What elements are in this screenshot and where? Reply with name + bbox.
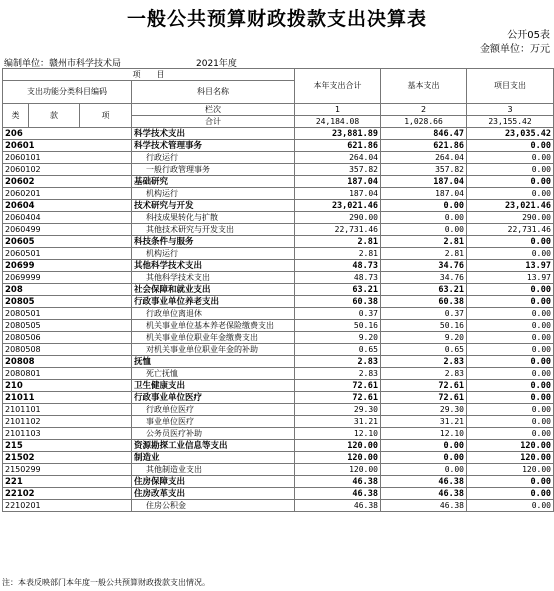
table-row bbox=[3, 320, 554, 332]
row-basic: 187.04 bbox=[381, 188, 467, 200]
row-name: 制造业 bbox=[132, 452, 295, 464]
row-code: 221 bbox=[3, 476, 132, 488]
row-code: 20808 bbox=[3, 356, 132, 368]
row-basic: 2.83 bbox=[381, 368, 467, 380]
org-label: 编制单位：赣州市科学技术局 bbox=[4, 59, 122, 69]
row-project: 0.00 bbox=[467, 248, 554, 260]
table-row bbox=[3, 404, 554, 416]
row-name: 死亡抚恤 bbox=[132, 368, 295, 380]
row-code: 20699 bbox=[3, 260, 132, 272]
row-total: 22,731.46 bbox=[295, 224, 381, 236]
xiang-header: 项 bbox=[80, 104, 132, 128]
table-row bbox=[3, 260, 554, 272]
table-row bbox=[3, 140, 554, 152]
row-project: 0.00 bbox=[467, 356, 554, 368]
row-total: 29.30 bbox=[295, 404, 381, 416]
table-row bbox=[3, 452, 554, 464]
heji-project: 23,155.42 bbox=[467, 116, 554, 128]
row-project: 0.00 bbox=[467, 176, 554, 188]
row-name: 对机关事业单位职业年金的补助 bbox=[132, 344, 295, 356]
row-project: 0.00 bbox=[467, 404, 554, 416]
table-row bbox=[3, 224, 554, 236]
row-name: 行政单位离退休 bbox=[132, 308, 295, 320]
row-total: 120.00 bbox=[295, 440, 381, 452]
form-number: 公开05表 bbox=[507, 30, 550, 41]
row-total: 120.00 bbox=[295, 452, 381, 464]
row-code: 2080506 bbox=[3, 332, 132, 344]
row-project: 0.00 bbox=[467, 428, 554, 440]
heji-basic: 1,028.66 bbox=[381, 116, 467, 128]
row-basic: 264.04 bbox=[381, 152, 467, 164]
row-code: 2060102 bbox=[3, 164, 132, 176]
row-basic: 846.47 bbox=[381, 128, 467, 140]
row-total: 621.86 bbox=[295, 140, 381, 152]
row-name: 行政事业单位医疗 bbox=[132, 392, 295, 404]
table-row bbox=[3, 356, 554, 368]
row-code: 215 bbox=[3, 440, 132, 452]
row-basic: 34.76 bbox=[381, 260, 467, 272]
row-name: 事业单位医疗 bbox=[132, 416, 295, 428]
row-total: 63.21 bbox=[295, 284, 381, 296]
table-row bbox=[3, 308, 554, 320]
table-row bbox=[3, 296, 554, 308]
row-basic: 72.61 bbox=[381, 380, 467, 392]
row-total: 357.82 bbox=[295, 164, 381, 176]
row-total: 9.20 bbox=[295, 332, 381, 344]
table-row bbox=[3, 236, 554, 248]
row-project: 0.00 bbox=[467, 344, 554, 356]
row-name: 一般行政管理事务 bbox=[132, 164, 295, 176]
table-row bbox=[3, 344, 554, 356]
row-total: 46.38 bbox=[295, 488, 381, 500]
row-basic: 621.86 bbox=[381, 140, 467, 152]
row-total: 2.81 bbox=[295, 248, 381, 260]
row-project: 13.97 bbox=[467, 260, 554, 272]
row-name: 机关事业单位基本养老保险缴费支出 bbox=[132, 320, 295, 332]
row-name: 科学技术管理事务 bbox=[132, 140, 295, 152]
row-name: 科技成果转化与扩散 bbox=[132, 212, 295, 224]
row-project: 0.00 bbox=[467, 416, 554, 428]
row-code: 2101103 bbox=[3, 428, 132, 440]
table-row bbox=[3, 488, 554, 500]
row-project: 120.00 bbox=[467, 440, 554, 452]
row-total: 120.00 bbox=[295, 464, 381, 476]
row-code: 2080508 bbox=[3, 344, 132, 356]
col-number-3: 3 bbox=[467, 104, 554, 116]
table-row bbox=[3, 248, 554, 260]
row-total: 187.04 bbox=[295, 176, 381, 188]
row-basic: 187.04 bbox=[381, 176, 467, 188]
table-row bbox=[3, 176, 554, 188]
row-name: 机构运行 bbox=[132, 188, 295, 200]
table-row bbox=[3, 476, 554, 488]
table-row bbox=[3, 464, 554, 476]
row-basic: 29.30 bbox=[381, 404, 467, 416]
row-code: 2080505 bbox=[3, 320, 132, 332]
unit-label: 金额单位：万元 bbox=[480, 44, 550, 55]
table-row bbox=[3, 440, 554, 452]
row-total: 12.10 bbox=[295, 428, 381, 440]
row-project: 0.00 bbox=[467, 392, 554, 404]
row-code: 2150299 bbox=[3, 464, 132, 476]
lei-header: 类 bbox=[3, 104, 29, 128]
row-basic: 34.76 bbox=[381, 272, 467, 284]
row-total: 60.38 bbox=[295, 296, 381, 308]
row-basic: 0.00 bbox=[381, 224, 467, 236]
kuan-header: 款 bbox=[29, 104, 80, 128]
row-basic: 0.00 bbox=[381, 452, 467, 464]
row-name: 基础研究 bbox=[132, 176, 295, 188]
row-basic: 50.16 bbox=[381, 320, 467, 332]
row-code: 2060501 bbox=[3, 248, 132, 260]
project-col-header: 项目支出 bbox=[467, 69, 554, 104]
row-project: 22,731.46 bbox=[467, 224, 554, 236]
row-name: 住房公积金 bbox=[132, 500, 295, 512]
row-name: 住房改革支出 bbox=[132, 488, 295, 500]
footnote: 注：本表反映部门本年度一般公共预算财政拨款支出情况。 bbox=[2, 578, 210, 587]
row-code: 206 bbox=[3, 128, 132, 140]
row-code: 20601 bbox=[3, 140, 132, 152]
row-basic: 63.21 bbox=[381, 284, 467, 296]
table-row bbox=[3, 368, 554, 380]
row-project: 0.00 bbox=[467, 332, 554, 344]
row-name: 科学技术支出 bbox=[132, 128, 295, 140]
row-project: 0.00 bbox=[467, 152, 554, 164]
row-total: 2.83 bbox=[295, 368, 381, 380]
row-total: 290.00 bbox=[295, 212, 381, 224]
table-row bbox=[3, 416, 554, 428]
row-total: 48.73 bbox=[295, 272, 381, 284]
row-code: 20602 bbox=[3, 176, 132, 188]
row-total: 187.04 bbox=[295, 188, 381, 200]
total-col-header: 本年支出合计 bbox=[295, 69, 381, 104]
name-col-header: 科目名称 bbox=[132, 81, 295, 104]
table-row bbox=[3, 332, 554, 344]
row-name: 其他科学技术支出 bbox=[132, 260, 295, 272]
heji-total: 24,184.08 bbox=[295, 116, 381, 128]
row-basic: 9.20 bbox=[381, 332, 467, 344]
table-row bbox=[3, 428, 554, 440]
row-basic: 2.81 bbox=[381, 248, 467, 260]
row-basic: 0.00 bbox=[381, 212, 467, 224]
row-code: 2101101 bbox=[3, 404, 132, 416]
row-total: 2.83 bbox=[295, 356, 381, 368]
table-row bbox=[3, 500, 554, 512]
row-project: 290.00 bbox=[467, 212, 554, 224]
row-project: 0.00 bbox=[467, 164, 554, 176]
row-code: 20805 bbox=[3, 296, 132, 308]
row-name: 其他科学技术支出 bbox=[132, 272, 295, 284]
row-basic: 60.38 bbox=[381, 296, 467, 308]
row-basic: 72.61 bbox=[381, 392, 467, 404]
row-name: 行政运行 bbox=[132, 152, 295, 164]
row-project: 0.00 bbox=[467, 284, 554, 296]
row-project: 0.00 bbox=[467, 500, 554, 512]
row-total: 72.61 bbox=[295, 392, 381, 404]
row-code: 2101102 bbox=[3, 416, 132, 428]
col-number-2: 2 bbox=[381, 104, 467, 116]
row-code: 2080501 bbox=[3, 308, 132, 320]
row-project: 0.00 bbox=[467, 296, 554, 308]
row-total: 0.37 bbox=[295, 308, 381, 320]
row-project: 0.00 bbox=[467, 236, 554, 248]
row-name: 卫生健康支出 bbox=[132, 380, 295, 392]
item-header: 项 目 bbox=[3, 69, 295, 81]
row-basic: 0.00 bbox=[381, 440, 467, 452]
basic-col-header: 基本支出 bbox=[381, 69, 467, 104]
lanci-label: 栏次 bbox=[132, 104, 295, 116]
row-basic: 2.83 bbox=[381, 356, 467, 368]
row-basic: 357.82 bbox=[381, 164, 467, 176]
row-name: 社会保障和就业支出 bbox=[132, 284, 295, 296]
row-code: 21502 bbox=[3, 452, 132, 464]
row-basic: 2.81 bbox=[381, 236, 467, 248]
row-project: 0.00 bbox=[467, 188, 554, 200]
table-row bbox=[3, 380, 554, 392]
table-row bbox=[3, 188, 554, 200]
row-basic: 31.21 bbox=[381, 416, 467, 428]
row-project: 0.00 bbox=[467, 308, 554, 320]
row-name: 机构运行 bbox=[132, 248, 295, 260]
table-row bbox=[3, 164, 554, 176]
row-name: 机关事业单位职业年金缴费支出 bbox=[132, 332, 295, 344]
row-name: 技术研究与开发 bbox=[132, 200, 295, 212]
row-total: 0.65 bbox=[295, 344, 381, 356]
heji-label: 合计 bbox=[132, 116, 295, 128]
row-total: 46.38 bbox=[295, 500, 381, 512]
row-basic: 46.38 bbox=[381, 476, 467, 488]
table-row bbox=[3, 128, 554, 140]
table-row bbox=[3, 272, 554, 284]
row-name: 住房保障支出 bbox=[132, 476, 295, 488]
row-total: 23,021.46 bbox=[295, 200, 381, 212]
row-code: 2060201 bbox=[3, 188, 132, 200]
table-row bbox=[3, 212, 554, 224]
page-title: 一般公共预算财政拨款支出决算表 bbox=[126, 8, 427, 30]
row-code: 20605 bbox=[3, 236, 132, 248]
row-project: 0.00 bbox=[467, 488, 554, 500]
row-total: 264.04 bbox=[295, 152, 381, 164]
table-row bbox=[3, 284, 554, 296]
row-project: 120.00 bbox=[467, 464, 554, 476]
row-project: 13.97 bbox=[467, 272, 554, 284]
row-code: 21011 bbox=[3, 392, 132, 404]
row-total: 50.16 bbox=[295, 320, 381, 332]
row-name: 其他制造业支出 bbox=[132, 464, 295, 476]
table-row bbox=[3, 392, 554, 404]
row-code: 2060101 bbox=[3, 152, 132, 164]
row-name: 行政事业单位养老支出 bbox=[132, 296, 295, 308]
row-project: 23,021.46 bbox=[467, 200, 554, 212]
table-row bbox=[3, 200, 554, 212]
table-row bbox=[3, 152, 554, 164]
row-project: 23,035.42 bbox=[467, 128, 554, 140]
row-code: 2069999 bbox=[3, 272, 132, 284]
row-code: 2080801 bbox=[3, 368, 132, 380]
row-code: 20604 bbox=[3, 200, 132, 212]
row-basic: 12.10 bbox=[381, 428, 467, 440]
row-project: 0.00 bbox=[467, 476, 554, 488]
row-basic: 46.38 bbox=[381, 488, 467, 500]
row-name: 抚恤 bbox=[132, 356, 295, 368]
row-name: 科技条件与服务 bbox=[132, 236, 295, 248]
row-total: 46.38 bbox=[295, 476, 381, 488]
row-project: 0.00 bbox=[467, 140, 554, 152]
row-code: 2060404 bbox=[3, 212, 132, 224]
row-code: 208 bbox=[3, 284, 132, 296]
row-basic: 0.00 bbox=[381, 464, 467, 476]
row-basic: 46.38 bbox=[381, 500, 467, 512]
row-code: 2210201 bbox=[3, 500, 132, 512]
expenditure-table bbox=[2, 68, 554, 512]
row-name: 公务员医疗补助 bbox=[132, 428, 295, 440]
row-total: 2.81 bbox=[295, 236, 381, 248]
row-total: 48.73 bbox=[295, 260, 381, 272]
row-basic: 0.37 bbox=[381, 308, 467, 320]
row-total: 31.21 bbox=[295, 416, 381, 428]
row-code: 210 bbox=[3, 380, 132, 392]
row-project: 0.00 bbox=[467, 320, 554, 332]
row-project: 120.00 bbox=[467, 452, 554, 464]
row-name: 行政单位医疗 bbox=[132, 404, 295, 416]
row-total: 72.61 bbox=[295, 380, 381, 392]
row-name: 资源勘探工业信息等支出 bbox=[132, 440, 295, 452]
row-name: 其他技术研究与开发支出 bbox=[132, 224, 295, 236]
year-label: 2021年度 bbox=[196, 59, 237, 69]
row-project: 0.00 bbox=[467, 380, 554, 392]
row-code: 22102 bbox=[3, 488, 132, 500]
col-number-1: 1 bbox=[295, 104, 381, 116]
row-code: 2060499 bbox=[3, 224, 132, 236]
row-project: 0.00 bbox=[467, 368, 554, 380]
row-basic: 0.65 bbox=[381, 344, 467, 356]
row-basic: 0.00 bbox=[381, 200, 467, 212]
row-total: 23,881.89 bbox=[295, 128, 381, 140]
code-col-header: 支出功能分类科目编码 bbox=[3, 81, 132, 104]
